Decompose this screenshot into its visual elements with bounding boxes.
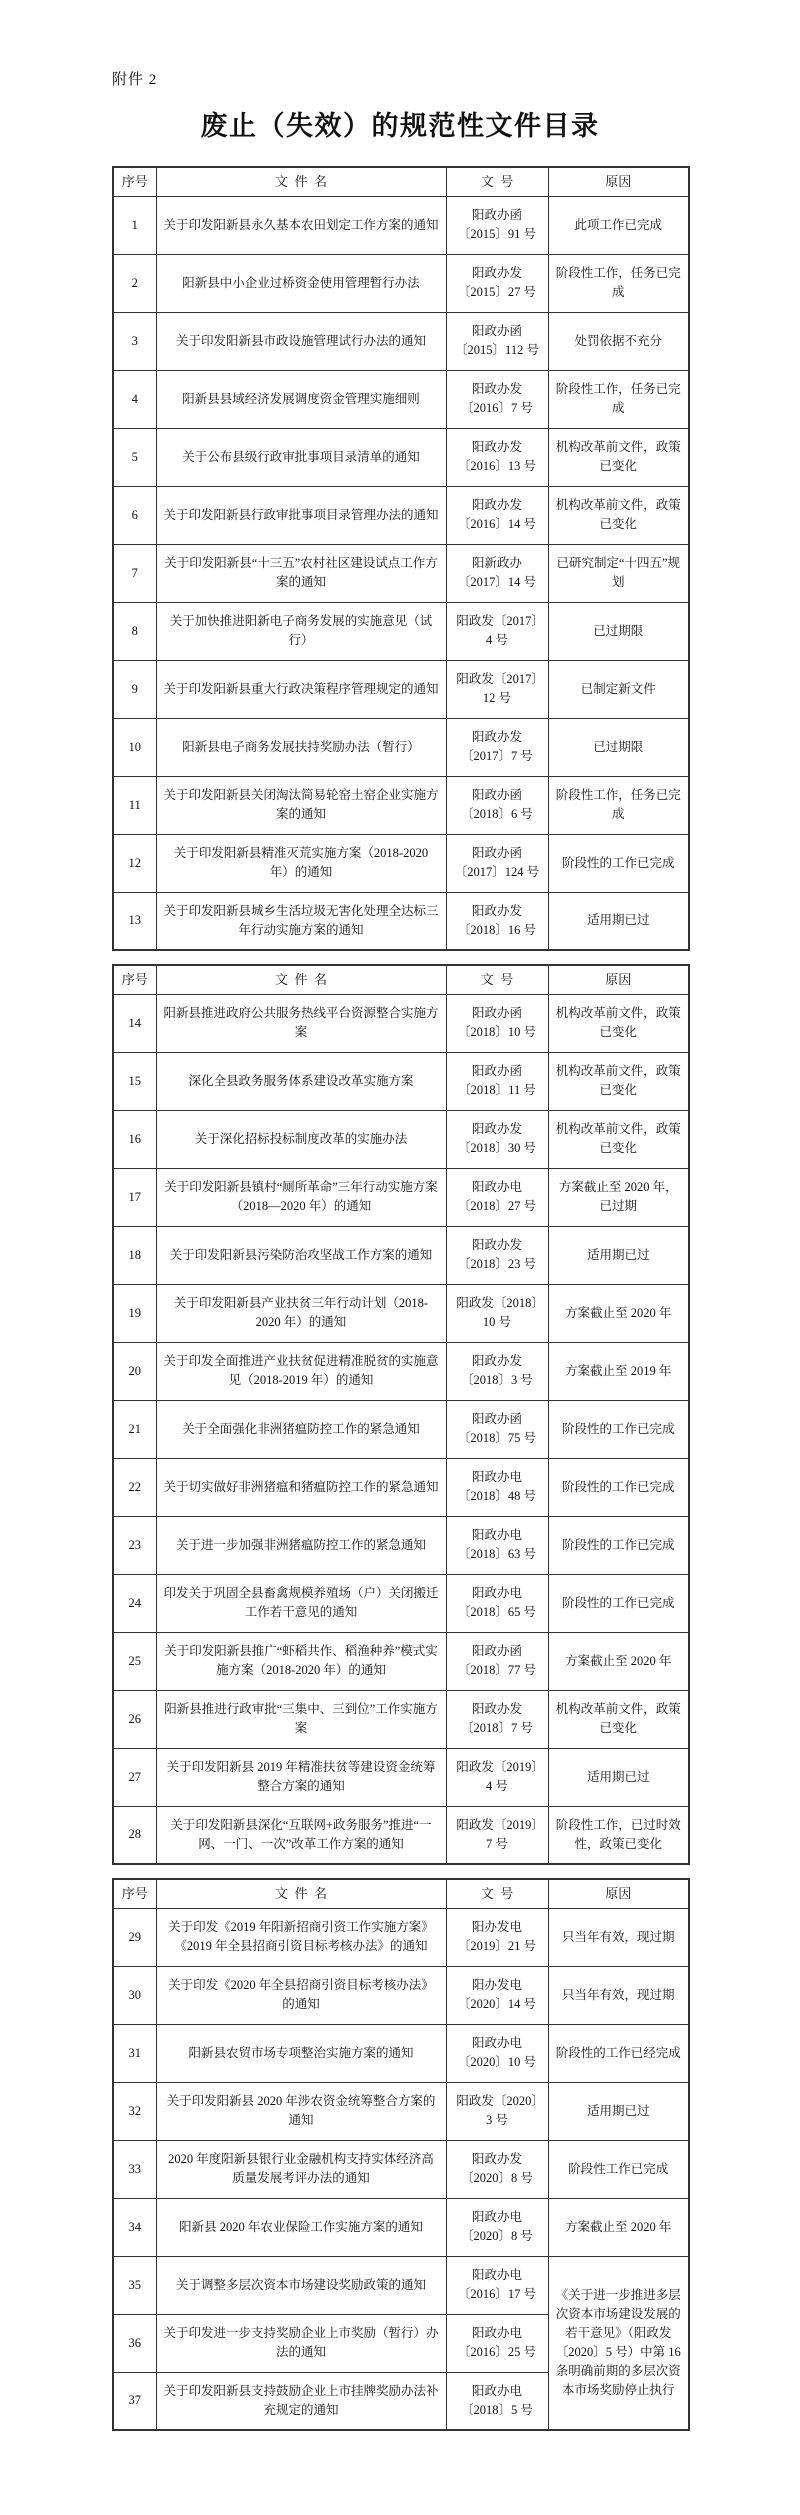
doc-number-cell: 阳政办函〔2018〕6 号: [446, 776, 548, 834]
file-name-cell: 阳新县推进政府公共服务热线平台资源整合实施方案: [156, 994, 446, 1052]
file-name-cell: 关于印发阳新县 2019 年精准扶贫等建设资金统筹整合方案的通知: [156, 1748, 446, 1806]
row-number-cell: 12: [113, 834, 156, 892]
file-name-cell: 关于印发阳新县精准灭荒实施方案（2018-2020 年）的通知: [156, 834, 446, 892]
row-number-cell: 1: [113, 196, 156, 254]
file-name-cell: 2020 年度阳新县银行业金融机构支持实体经济高质量发展考评办法的通知: [156, 2140, 446, 2198]
col-header-no: 序号: [113, 965, 156, 994]
col-header-no: 序号: [113, 1879, 156, 1908]
table-body: [113, 196, 689, 950]
file-name-cell: 关于印发阳新县“十三五”农村社区建设试点工作方案的通知: [156, 544, 446, 602]
table-row: [113, 1226, 689, 1284]
row-number-cell: 31: [113, 2024, 156, 2082]
doc-number-cell: 阳政发〔2019〕7 号: [446, 1806, 548, 1864]
doc-number-cell: 阳政办发〔2017〕7 号: [446, 718, 548, 776]
row-number-cell: 19: [113, 1284, 156, 1342]
table-body: [113, 994, 689, 1864]
table-row: [113, 776, 689, 834]
doc-number-cell: 阳政办发〔2018〕23 号: [446, 1226, 548, 1284]
table-row: [113, 1052, 689, 1110]
file-name-cell: 关于印发阳新县深化“互联网+政务服务”推进“一网、一门、一次”改革工作方案的通知: [156, 1806, 446, 1864]
row-number-cell: 13: [113, 892, 156, 950]
doc-number-cell: 阳政办函〔2017〕124 号: [446, 834, 548, 892]
doc-number-cell: 阳政办发〔2018〕3 号: [446, 1342, 548, 1400]
reason-cell: 已研究制定“十四五”规划: [548, 544, 689, 602]
table-row: [113, 1908, 689, 1966]
table-row: [113, 2198, 689, 2256]
row-number-cell: 3: [113, 312, 156, 370]
reason-cell: 只当年有效，现过期: [548, 1966, 689, 2024]
row-number-cell: 30: [113, 1966, 156, 2024]
reason-cell: 已制定新文件: [548, 660, 689, 718]
table-row: [113, 1966, 689, 2024]
table-row: [113, 1574, 689, 1632]
file-name-cell: 关于印发阳新县产业扶贫三年行动计划（2018-2020 年）的通知: [156, 1284, 446, 1342]
reason-cell: 阶段性工作，任务已完成: [548, 370, 689, 428]
doc-number-cell: 阳政办函〔2018〕10 号: [446, 994, 548, 1052]
file-name-cell: 关于印发进一步支持奖励企业上市奖励（暂行）办法的通知: [156, 2314, 446, 2372]
col-header-name: 文 件 名: [156, 965, 446, 994]
reason-cell: 适用期已过: [548, 1748, 689, 1806]
doc-number-cell: 阳政办函〔2018〕11 号: [446, 1052, 548, 1110]
file-name-cell: 印发关于巩固全县畜禽规模养殖场（户）关闭搬迁工作若干意见的通知: [156, 1574, 446, 1632]
row-number-cell: 14: [113, 994, 156, 1052]
file-name-cell: 关于进一步加强非洲猪瘟防控工作的紧急通知: [156, 1516, 446, 1574]
doc-number-cell: 阳政办函〔2015〕112 号: [446, 312, 548, 370]
table-row: [113, 602, 689, 660]
row-number-cell: 34: [113, 2198, 156, 2256]
file-name-cell: 关于印发阳新县关闭淘汰简易轮窑土窑企业实施方案的通知: [156, 776, 446, 834]
file-name-cell: 阳新县中小企业过桥资金使用管理暂行办法: [156, 254, 446, 312]
table-row: [113, 1516, 689, 1574]
file-name-cell: 关于印发阳新县污染防治攻坚战工作方案的通知: [156, 1226, 446, 1284]
file-name-cell: 阳新县农贸市场专项整治实施方案的通知: [156, 2024, 446, 2082]
row-number-cell: 23: [113, 1516, 156, 1574]
col-header-reason: 原因: [548, 167, 689, 196]
doc-number-cell: 阳政办发〔2016〕7 号: [446, 370, 548, 428]
reason-cell: 方案截止至 2020 年: [548, 2198, 689, 2256]
doc-number-cell: 阳政办发〔2020〕8 号: [446, 2140, 548, 2198]
reason-cell: 阶段性的工作已完成: [548, 834, 689, 892]
reason-cell: 已过期限: [548, 602, 689, 660]
row-number-cell: 37: [113, 2372, 156, 2430]
row-number-cell: 29: [113, 1908, 156, 1966]
header-row: [113, 1879, 689, 1908]
row-number-cell: 2: [113, 254, 156, 312]
col-header-doc-no: 文 号: [446, 1879, 548, 1908]
doc-number-cell: 阳政办电〔2020〕8 号: [446, 2198, 548, 2256]
row-number-cell: 9: [113, 660, 156, 718]
row-number-cell: 10: [113, 718, 156, 776]
file-name-cell: 阳新县县域经济发展调度资金管理实施细则: [156, 370, 446, 428]
doc-number-cell: 阳政办函〔2018〕75 号: [446, 1400, 548, 1458]
reason-cell: 适用期已过: [548, 892, 689, 950]
reason-cell: 阶段性工作，已过时效性，政策已变化: [548, 1806, 689, 1864]
table-row: [113, 2256, 689, 2314]
reason-cell: 方案截止至 2020 年: [548, 1284, 689, 1342]
reason-cell: 机构改革前文件，政策已变化: [548, 1110, 689, 1168]
row-number-cell: 35: [113, 2256, 156, 2314]
row-number-cell: 32: [113, 2082, 156, 2140]
reason-cell: 适用期已过: [548, 1226, 689, 1284]
table-row: [113, 834, 689, 892]
doc-number-cell: 阳政办电〔2018〕48 号: [446, 1458, 548, 1516]
table-row: [113, 1342, 689, 1400]
table-row: [113, 1284, 689, 1342]
table-row: [113, 2082, 689, 2140]
table-row: [113, 428, 689, 486]
row-number-cell: 16: [113, 1110, 156, 1168]
col-header-no: 序号: [113, 167, 156, 196]
row-number-cell: 7: [113, 544, 156, 602]
doc-number-cell: 阳政办电〔2018〕65 号: [446, 1574, 548, 1632]
table-row: [113, 1110, 689, 1168]
row-number-cell: 8: [113, 602, 156, 660]
doc-number-cell: 阳政办发〔2018〕7 号: [446, 1690, 548, 1748]
doc-number-cell: 阳政办电〔2018〕27 号: [446, 1168, 548, 1226]
abolished-documents-table-2: [112, 964, 690, 1865]
file-name-cell: 关于印发阳新县镇村“厕所革命”三年行动实施方案（2018—2020 年）的通知: [156, 1168, 446, 1226]
doc-number-cell: 阳政发〔2017〕12 号: [446, 660, 548, 718]
file-name-cell: 关于公布县级行政审批事项目录清单的通知: [156, 428, 446, 486]
row-number-cell: 28: [113, 1806, 156, 1864]
abolished-documents-table-1: [112, 166, 690, 951]
reason-cell: 只当年有效，现过期: [548, 1908, 689, 1966]
abolished-documents-table-3: [112, 1878, 690, 2431]
attachment-label: 附件 2: [112, 72, 158, 88]
doc-number-cell: 阳政发〔2020〕3 号: [446, 2082, 548, 2140]
doc-number-cell: 阳政办发〔2015〕27 号: [446, 254, 548, 312]
reason-cell: 机构改革前文件，政策已变化: [548, 1690, 689, 1748]
file-name-cell: 关于全面强化非洲猪瘟防控工作的紧急通知: [156, 1400, 446, 1458]
doc-number-cell: 阳政办电〔2020〕10 号: [446, 2024, 548, 2082]
file-name-cell: 阳新县 2020 年农业保险工作实施方案的通知: [156, 2198, 446, 2256]
doc-number-cell: 阳政办发〔2016〕13 号: [446, 428, 548, 486]
row-number-cell: 24: [113, 1574, 156, 1632]
table-row: [113, 1168, 689, 1226]
doc-number-cell: 阳政办发〔2018〕16 号: [446, 892, 548, 950]
doc-number-cell: 阳政办发〔2018〕30 号: [446, 1110, 548, 1168]
row-number-cell: 26: [113, 1690, 156, 1748]
table-row: [113, 994, 689, 1052]
table-row: [113, 1458, 689, 1516]
doc-number-cell: 阳政办电〔2016〕17 号: [446, 2256, 548, 2314]
table-row: [113, 660, 689, 718]
doc-number-cell: 阳政办函〔2015〕91 号: [446, 196, 548, 254]
table-row: [113, 718, 689, 776]
file-name-cell: 关于印发阳新县推广“虾稻共作、稻渔种养”模式实施方案（2018-2020 年）的通知: [156, 1632, 446, 1690]
header-row: [113, 167, 689, 196]
row-number-cell: 6: [113, 486, 156, 544]
table-row: [113, 2024, 689, 2082]
header-row: [113, 965, 689, 994]
file-name-cell: 关于印发阳新县永久基本农田划定工作方案的通知: [156, 196, 446, 254]
table-row: [113, 486, 689, 544]
table-row: [113, 1806, 689, 1864]
row-number-cell: 17: [113, 1168, 156, 1226]
table-row: [113, 1748, 689, 1806]
row-number-cell: 22: [113, 1458, 156, 1516]
reason-cell: 方案截止至 2019 年: [548, 1342, 689, 1400]
file-name-cell: 关于印发阳新县城乡生活垃圾无害化处理全达标三年行动实施方案的通知: [156, 892, 446, 950]
row-number-cell: 27: [113, 1748, 156, 1806]
row-number-cell: 18: [113, 1226, 156, 1284]
row-number-cell: 15: [113, 1052, 156, 1110]
row-number-cell: 20: [113, 1342, 156, 1400]
file-name-cell: 阳新县电子商务发展扶持奖励办法（暂行）: [156, 718, 446, 776]
row-number-cell: 21: [113, 1400, 156, 1458]
reason-cell: 阶段性工作，任务已完成: [548, 776, 689, 834]
file-name-cell: 关于印发阳新县重大行政决策程序管理规定的通知: [156, 660, 446, 718]
doc-number-cell: 阳政办电〔2018〕5 号: [446, 2372, 548, 2430]
table-row: [113, 312, 689, 370]
reason-cell: 阶段性的工作已完成: [548, 1516, 689, 1574]
doc-number-cell: 阳政发〔2017〕4 号: [446, 602, 548, 660]
file-name-cell: 阳新县推进行政审批“三集中、三到位”工作实施方案: [156, 1690, 446, 1748]
reason-cell: 方案截止至 2020 年，已过期: [548, 1168, 689, 1226]
row-number-cell: 11: [113, 776, 156, 834]
row-number-cell: 5: [113, 428, 156, 486]
file-name-cell: 关于调整多层次资本市场建设奖励政策的通知: [156, 2256, 446, 2314]
reason-cell: 机构改革前文件，政策已变化: [548, 994, 689, 1052]
file-name-cell: 深化全县政务服务体系建设改革实施方案: [156, 1052, 446, 1110]
doc-number-cell: 阳政办电〔2018〕63 号: [446, 1516, 548, 1574]
table-row: [113, 370, 689, 428]
reason-cell: 此项工作已完成: [548, 196, 689, 254]
reason-cell: 阶段性的工作已完成: [548, 1458, 689, 1516]
document-page: [112, 0, 688, 2431]
col-header-reason: 原因: [548, 1879, 689, 1908]
reason-cell: 机构改革前文件，政策已变化: [548, 486, 689, 544]
doc-number-cell: 阳政发〔2019〕4 号: [446, 1748, 548, 1806]
page-title: 废止（失效）的规范性文件目录: [200, 111, 600, 141]
file-name-cell: 关于加快推进阳新电子商务发展的实施意见（试行）: [156, 602, 446, 660]
reason-cell: 阶段性的工作已完成: [548, 1574, 689, 1632]
file-name-cell: 关于印发阳新县 2020 年涉农资金统筹整合方案的通知: [156, 2082, 446, 2140]
file-name-cell: 关于切实做好非洲猪瘟和猪瘟防控工作的紧急通知: [156, 1458, 446, 1516]
file-name-cell: 关于印发阳新县行政审批事项目录管理办法的通知: [156, 486, 446, 544]
table-row: [113, 2140, 689, 2198]
col-header-doc-no: 文 号: [446, 167, 548, 196]
table-row: [113, 544, 689, 602]
col-header-name: 文 件 名: [156, 1879, 446, 1908]
table-row: [113, 1400, 689, 1458]
row-number-cell: 25: [113, 1632, 156, 1690]
table-row: [113, 1632, 689, 1690]
doc-number-cell: 阳办发电〔2019〕21 号: [446, 1908, 548, 1966]
file-name-cell: 关于印发阳新县支持鼓励企业上市挂牌奖励办法补充规定的通知: [156, 2372, 446, 2430]
reason-cell: 适用期已过: [548, 2082, 689, 2140]
doc-number-cell: 阳政办函〔2018〕77 号: [446, 1632, 548, 1690]
row-number-cell: 33: [113, 2140, 156, 2198]
reason-cell: 机构改革前文件，政策已变化: [548, 1052, 689, 1110]
row-number-cell: 36: [113, 2314, 156, 2372]
col-header-name: 文 件 名: [156, 167, 446, 196]
doc-number-cell: 阳办发电〔2020〕14 号: [446, 1966, 548, 2024]
file-name-cell: 关于印发全面推进产业扶贫促进精准脱贫的实施意见（2018-2019 年）的通知: [156, 1342, 446, 1400]
col-header-doc-no: 文 号: [446, 965, 548, 994]
file-name-cell: 关于深化招标投标制度改革的实施办法: [156, 1110, 446, 1168]
reason-cell: 阶段性工作，任务已完成: [548, 254, 689, 312]
doc-number-cell: 阳政办发〔2016〕14 号: [446, 486, 548, 544]
reason-cell: 已过期限: [548, 718, 689, 776]
table-row: [113, 1690, 689, 1748]
doc-number-cell: 阳政发〔2018〕10 号: [446, 1284, 548, 1342]
table-row: [113, 254, 689, 312]
reason-cell: 机构改革前文件，政策已变化: [548, 428, 689, 486]
col-header-reason: 原因: [548, 965, 689, 994]
row-number-cell: 4: [113, 370, 156, 428]
reason-cell: 阶段性的工作已经完成: [548, 2024, 689, 2082]
reason-cell: 《关于进一步推进多层次资本市场建设发展的若干意见》（阳政发〔2020〕5 号）中第 16 条明确前期的多层次资本市场奖励停止执行: [548, 2256, 689, 2430]
reason-cell: 方案截止至 2020 年: [548, 1632, 689, 1690]
table-row: [113, 196, 689, 254]
reason-cell: 阶段性的工作已完成: [548, 1400, 689, 1458]
file-name-cell: 关于印发《2020 年全县招商引资目标考核办法》的通知: [156, 1966, 446, 2024]
file-name-cell: 关于印发《2019 年阳新招商引资工作实施方案》《2019 年全县招商引资目标考核办法》的通知: [156, 1908, 446, 1966]
reason-cell: 处罚依据不充分: [548, 312, 689, 370]
file-name-cell: 关于印发阳新县市政设施管理试行办法的通知: [156, 312, 446, 370]
reason-cell: 阶段性工作已完成: [548, 2140, 689, 2198]
table-body: [113, 1908, 689, 2430]
doc-number-cell: 阳新政办〔2017〕14 号: [446, 544, 548, 602]
table-row: [113, 892, 689, 950]
doc-number-cell: 阳政办电〔2016〕25 号: [446, 2314, 548, 2372]
